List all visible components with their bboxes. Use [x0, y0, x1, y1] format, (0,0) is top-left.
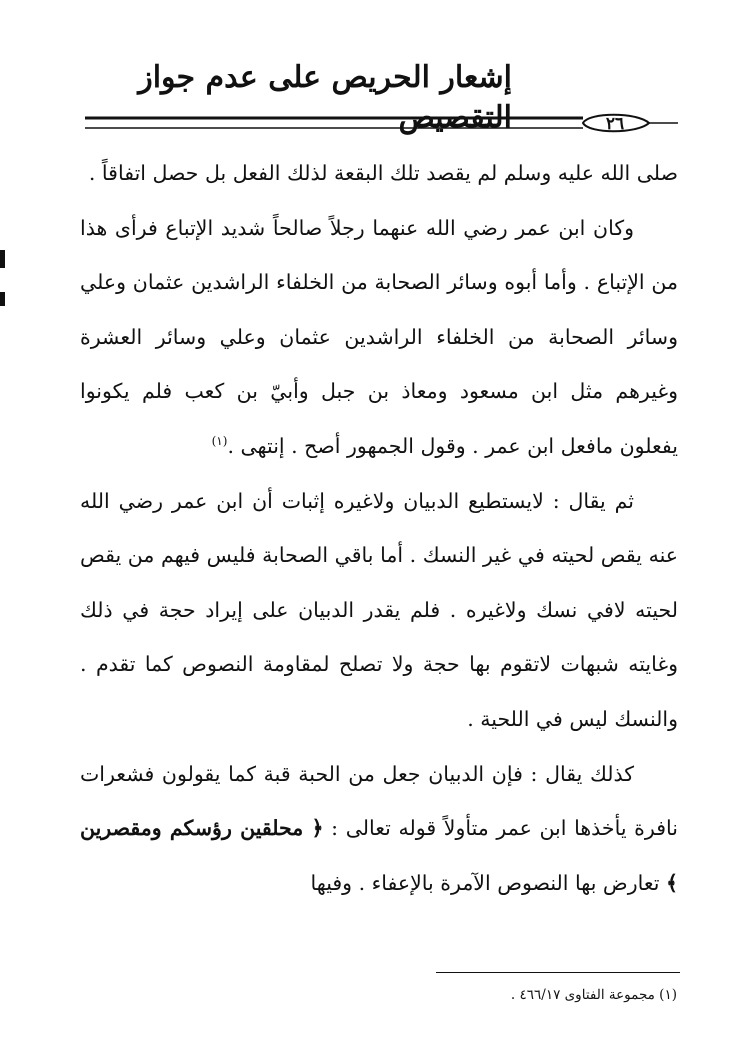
footnote-reference: (١) — [211, 434, 228, 449]
paragraph — [80, 201, 678, 474]
page-number: ٢٦ — [605, 114, 625, 134]
scan-edge-mark — [0, 250, 5, 268]
paragraph: صلى الله عليه وسلم لم يقصد تلك البقعة لذلك الفعل بل حصل اتفاقاً . — [88, 161, 678, 185]
paragraph — [80, 747, 678, 911]
page-header-title: إشعار الحريص على عدم جواز التقصيص — [138, 60, 512, 135]
footnote-separator — [436, 972, 680, 973]
quran-quote: ﴿ محلقين رؤسكم ومقصرين ﴾ — [80, 816, 678, 895]
body-text — [80, 146, 678, 910]
paragraph: ثم يقال : لايستطيع الدبيان ولاغيره إثبات أن ابن عمر رضي الله عنه يقص لحيته في غير النسك . أما باقي الصحابة فليس فيهم من يقص لحيته لافي نسك ولاغيره . فلم يقدر الدبيان على إيراد حجة في ذلك وغايته شبهات لاتقوم بها حجة ولا تصلح لمقاومة النصوص كما تقدم . والنسك ليس في اللحية . — [80, 488, 678, 731]
scan-edge-mark — [0, 292, 5, 306]
paragraph-text: كذلك يقال : فإن الدبيان جعل من الحبة قبة كما يقولون فشعرات نافرة يأخذها ابن عمر متأولاً قوله تعالى : — [80, 761, 678, 841]
footnote: (١) مجموعة الفتاوى ٤٦٦/١٧ . — [510, 987, 677, 1003]
paragraph-text: تعارض بها النصوص الآمرة بالإعفاء . وفيها — [310, 870, 660, 895]
paragraph-text: وكان ابن عمر رضي الله عنهما رجلاً صالحاً شديد الإتباع فرأى هذا من الإتباع . وأما أبوه وسائر الصحابة من الخلفاء الراشدين عثمان وعلي وسائر الصحابة من الخلفاء الراشدين عثمان وعلي وسائر العشرة وغيرهم مثل ابن مسعود ومعاذ بن جبل وأبيّ بن كعب فلم يكونوا يفعلون مافعل ابن عمر . وقول الجمهور أصح . إنتهى . — [80, 215, 678, 458]
